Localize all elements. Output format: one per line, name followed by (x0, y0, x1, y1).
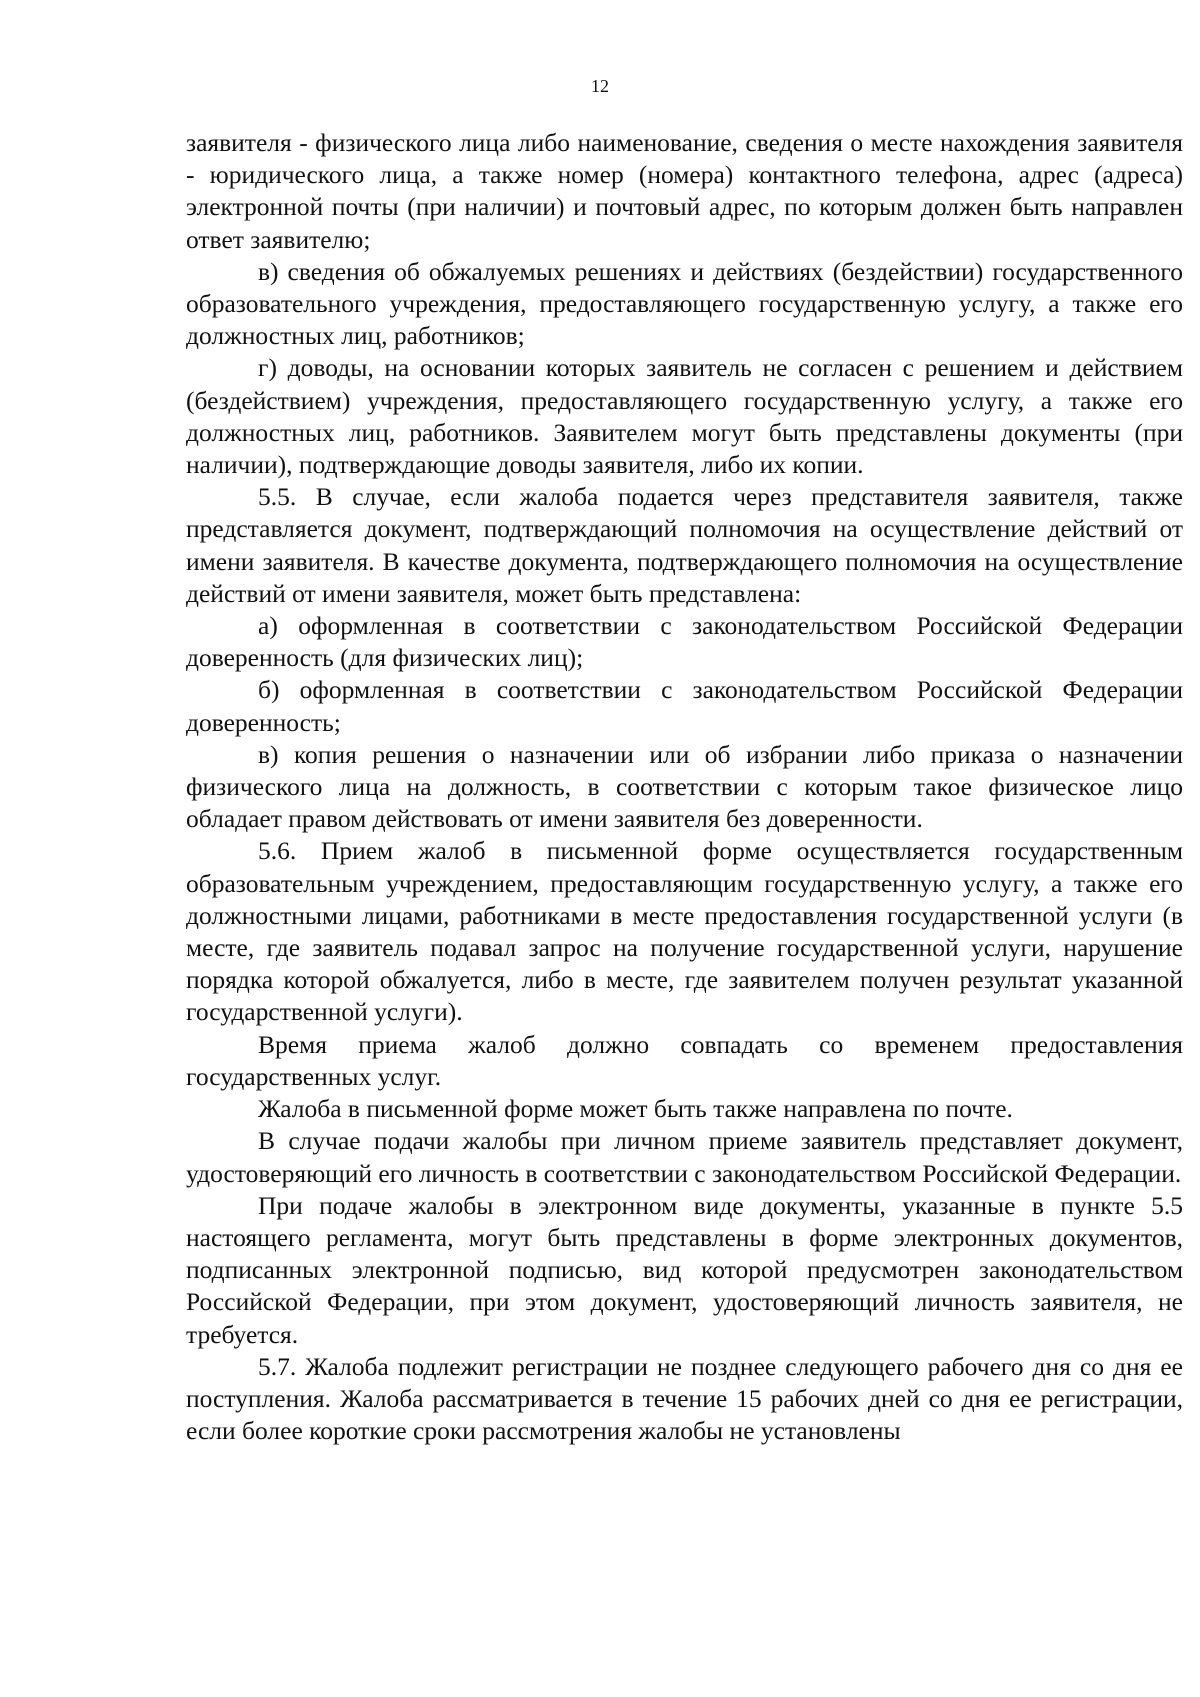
page-number: 12 (591, 76, 609, 96)
paragraph-item-v-appealed-decisions: в) сведения об обжалуемых решениях и действиях (бездействии) государственного образовательного учреждения, предоставляющего государственную услугу, а также его должностных лиц, работников; (186, 256, 1183, 351)
paragraph-5-7-registration: 5.7. Жалоба подлежит регистрации не позднее следующего рабочего дня со дня ее поступления. Жалоба рассматривается в течение 15 рабочих дней со дня ее регистрации, если более короткие сроки рассмотрения жалобы не установлены (186, 1351, 1183, 1446)
document-body (186, 127, 1183, 1447)
paragraph-reception-time: Время приема жалоб должно совпадать со временем предоставления государственных услуг. (186, 1029, 1183, 1091)
paragraph-electronic-submission: При подаче жалобы в электронном виде документы, указанные в пункте 5.5 настоящего регламента, могут быть представлены в форме электронных документов, подписанных электронной подписью, вид которой предусмотрен законодательством Российской Федерации, при этом документ, удостоверяющий личность заявителя, не требуется. (186, 1190, 1183, 1349)
paragraph-personal-reception: В случае подачи жалобы при личном приеме заявитель представляет документ, удостоверяющий его личность в соответствии с законодательством Российской Федерации. (186, 1126, 1183, 1188)
paragraph-applicant-info-continued: заявителя - физического лица либо наименование, сведения о месте нахождения заявителя - юридического лица, а также номер (номера) контактного телефона, адрес (адреса) электронной почты (при наличии) и почтовый адрес, по которым должен быть направлен ответ заявителю; (186, 128, 1183, 254)
paragraph-item-g-arguments: г) доводы, на основании которых заявитель не согласен с решением и действием (бездействием) учреждения, предоставляющего государственную услугу, а также его должностных лиц, работников. Заявителем могут быть представлены документы (при наличии), подтверждающие доводы заявителя, либо их копии. (186, 353, 1183, 480)
paragraph-5-5-representative: 5.5. В случае, если жалоба подается через представителя заявителя, также представляется документ, подтверждающий полномочия на осуществление действий от имени заявителя. В качестве документа, подтверждающего полномочия на осуществление действий от имени заявителя, может быть представлена: (186, 482, 1183, 608)
paragraph-item-b-power-of-attorney: б) оформленная в соответствии с законодательством Российской Федерации доверенность; (186, 675, 1183, 737)
paragraph-item-v-appointment-copy: в) копия решения о назначении или об избрании либо приказа о назначении физического лица на должность, в соответствии с которым такое физическое лицо обладает правом действовать от имени заявителя без доверенности. (186, 739, 1183, 834)
paragraph-5-6-written-complaints: 5.6. Прием жалоб в письменной форме осуществляется государственным образовательным учреждением, предоставляющим государственную услугу, а также его должностными лицами, работниками в месте предоставления государственной услуги (в месте, где заявитель подавал запрос на получение государственной услуги, нарушение порядка которой обжалуется, либо в месте, где заявителем получен результат указанной государственной услуги). (186, 836, 1183, 1027)
paragraph-by-post: Жалоба в письменной форме может быть также направлена по почте. (258, 1094, 1013, 1124)
paragraph-item-a-power-of-attorney-individuals: а) оформленная в соответствии с законодательством Российской Федерации доверенность (для физических лиц); (186, 611, 1183, 673)
